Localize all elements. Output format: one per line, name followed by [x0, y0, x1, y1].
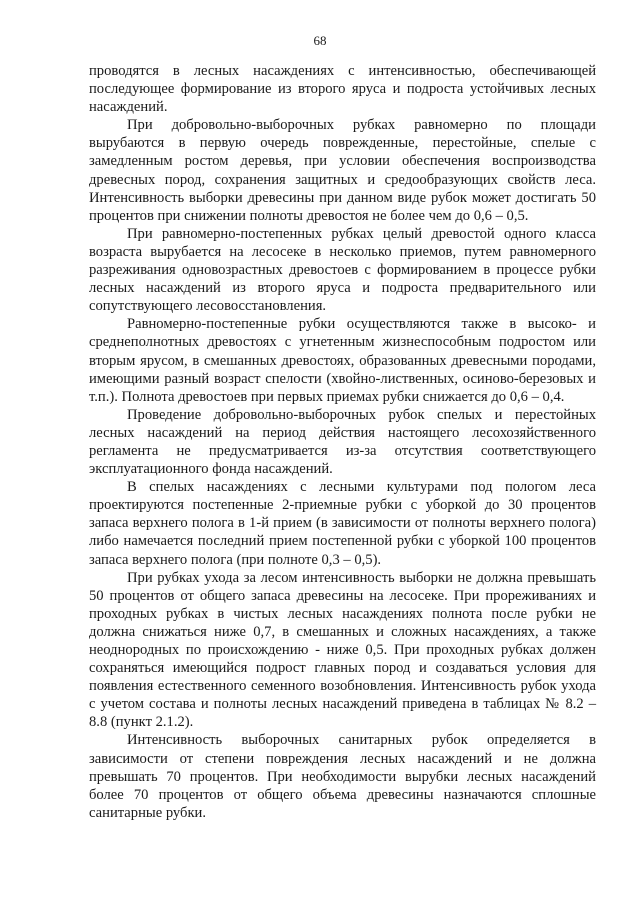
paragraph-care-felling: При рубках ухода за лесом интенсивность выборки не должна превышать 50 процентов от общего запаса древесины на лесосеке. При прореживаниях и проходных рубках в чистых лесных насаждениях полнота после рубки не должна снижаться ниже 0,7, в смешанных и сложных насаждениях, а также неоднородных по происхождению - ниже 0,5. При проходных рубках должен сохраняться имеющийся подрост главных пород и создаваться условия для появления естественного семенного возобновления. Интенсивность рубок ухода с учетом состава и полноты лесных насаждений приведена в таблицах № 8.2 – 8.8 (пункт 2.1.2). — [89, 569, 596, 731]
paragraph-forest-cultures: В спелых насаждениях с лесными культурами под пологом леса проектируются постепенные 2-приемные рубки с уборкой до 30 процентов запаса верхнего полога в 1-й прием (в зависимости от полноты верхнего полога) либо намечается последний прием постепенной рубки с уборкой 100 процентов запаса верхнего полога (при полноте 0,3 – 0,5). — [89, 479, 596, 568]
paragraph-selective-felling: При добровольно-выборочных рубках равномерно по площади вырубаются в первую очередь поврежденные, перестойные, спелые с замедленным ростом деревья, при условии обеспечения воспроизводства древесных пород, сохранения защитных и средообразующих свойств леса. Интенсивность выборки древесины при данном виде рубок может достигать 50 процентов при снижении полноты древостоя не более чем до 0,6 – 0,5. — [89, 117, 596, 224]
page-number: 68 — [313, 33, 327, 48]
paragraph-sanitary-felling: Интенсивность выборочных санитарных рубок определяется в зависимости от степени повреждения лесных насаждений и не должна превышать 70 процентов. При необходимости вырубки лесных насаждений более 70 процентов от общего объема древесины назначаются сплошные санитарные рубки. — [89, 732, 596, 821]
paragraph-continuation: проводятся в лесных насаждениях с интенсивностью, обеспечивающей последующее формирование из второго яруса и подроста устойчивых лесных насаждений. — [89, 63, 596, 116]
paragraph-not-planned: Проведение добровольно-выборочных рубок спелых и перестойных лесных насаждений на период действия настоящего лесохозяйственного регламента не предусматривается из-за отсутствия соответствующего эксплуатационного фонда насаждений. — [89, 406, 596, 478]
document-body — [89, 62, 596, 822]
paragraph-gradual-felling: При равномерно-постепенных рубках целый древостой одного класса возраста вырубается на лесосеке в несколько приемов, путем равномерного разреживания одновозрастных древостоев с формированием в процессе рубки лесных насаждений из второго яруса и подроста предварительного или сопутствующего лесовосстановления. — [89, 225, 596, 315]
paragraph-gradual-felling-stands: Равномерно-постепенные рубки осуществляются также в высоко- и среднеполнотных древостоях с угнетенным жизнеспособным подростом или вторым ярусом, в смешанных древостоях, образованных древесными породами, имеющими разный возраст спелости (хвойно-лиственных, осиново-березовых и т.п.). Полнота древостоев при первых приемах рубки снижается до 0,6 – 0,4. — [89, 316, 596, 405]
